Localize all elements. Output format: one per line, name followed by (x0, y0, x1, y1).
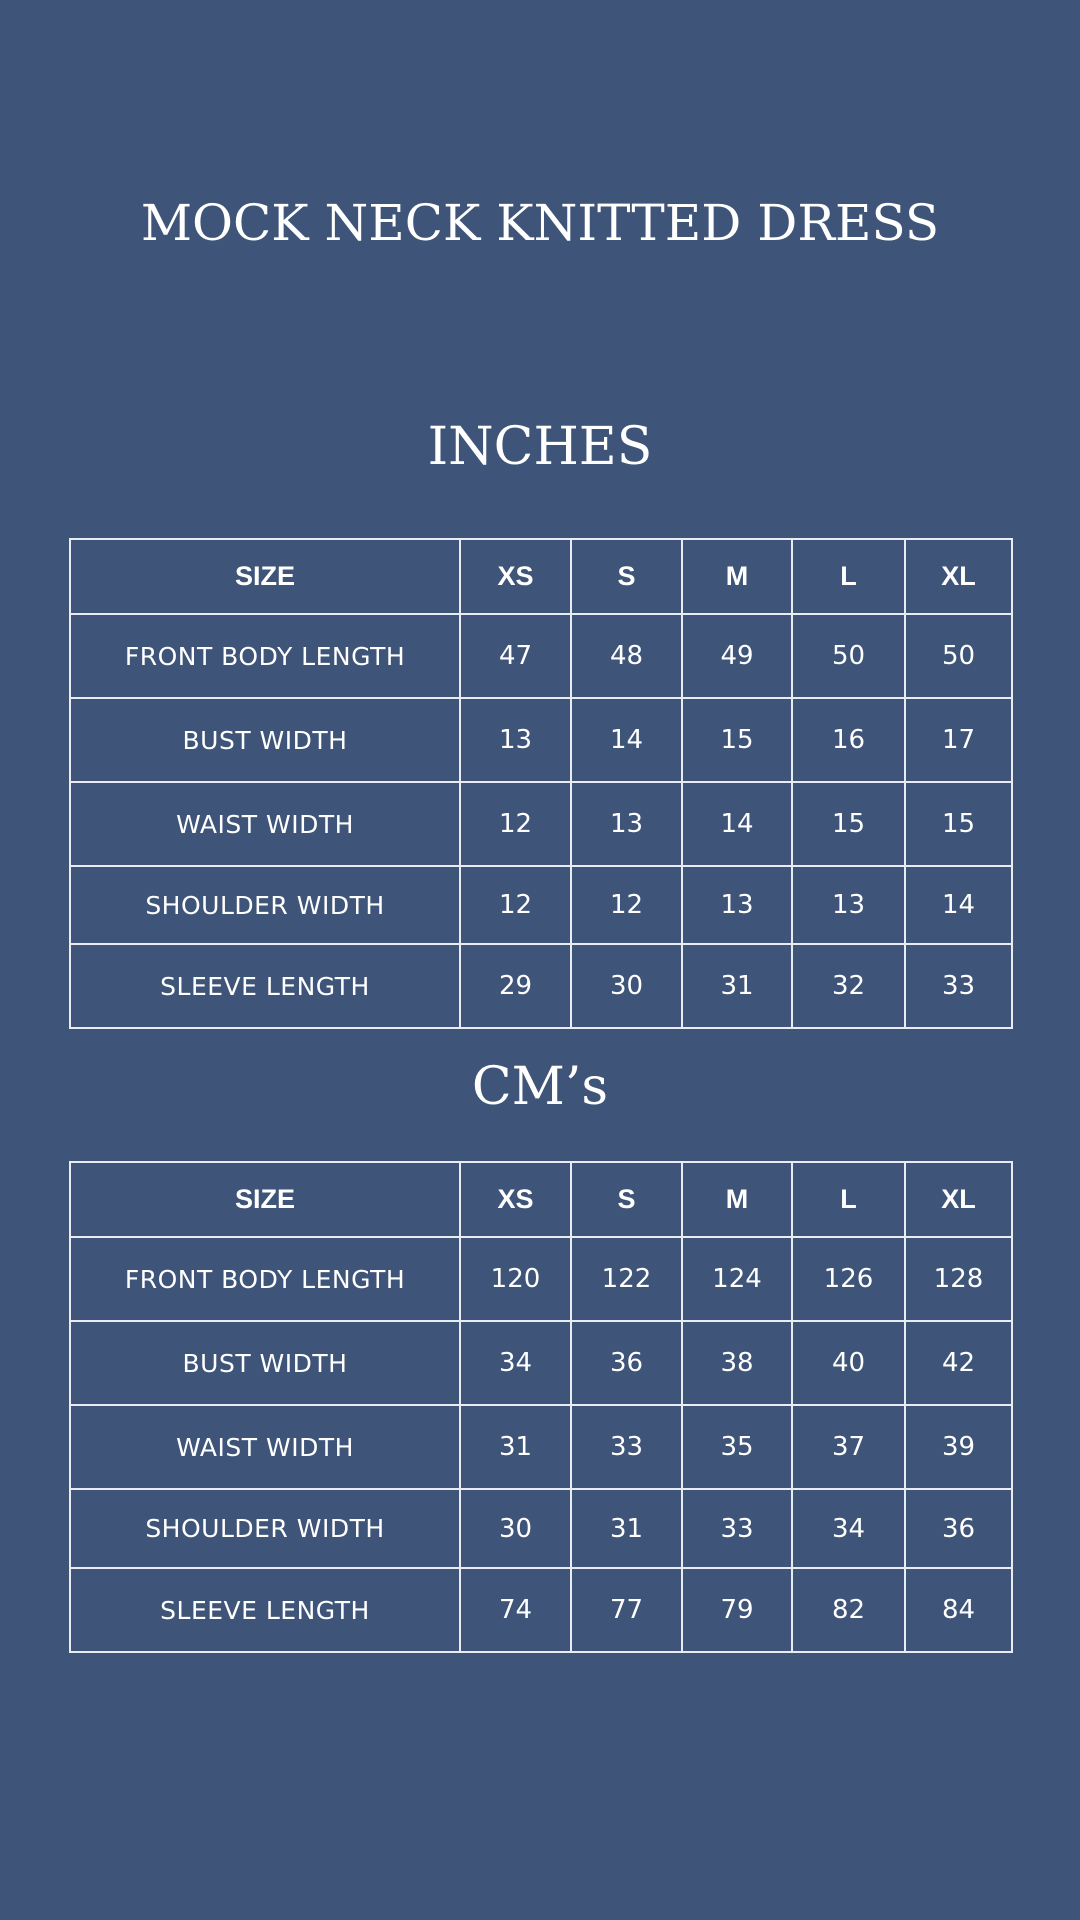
table-row (70, 1568, 1012, 1652)
column-header-s: S (571, 1162, 682, 1237)
table-cell: 14 (905, 866, 1012, 944)
table-cell: 12 (460, 782, 571, 866)
table-cell: 32 (792, 944, 905, 1028)
table-cell: 37 (792, 1405, 905, 1489)
table-cell: 49 (682, 614, 792, 698)
column-header-xl: XL (905, 539, 1012, 614)
table-cell: 15 (682, 698, 792, 782)
table-cell: 39 (905, 1405, 1012, 1489)
table-row (70, 944, 1012, 1028)
table-cell: 38 (682, 1321, 792, 1405)
table-cell: 128 (905, 1237, 1012, 1321)
table-row (70, 1237, 1012, 1321)
table-cell: 17 (905, 698, 1012, 782)
table-cell: 14 (571, 698, 682, 782)
table-cell: 33 (571, 1405, 682, 1489)
table-cell: 14 (682, 782, 792, 866)
table-cell: 13 (682, 866, 792, 944)
inches-heading: INCHES (427, 417, 653, 477)
table-header-row (70, 539, 1012, 614)
row-label: WAIST WIDTH (70, 782, 460, 866)
table-cell: 13 (460, 698, 571, 782)
row-label: WAIST WIDTH (70, 1405, 460, 1489)
table-cell: 50 (792, 614, 905, 698)
table-cell: 30 (460, 1489, 571, 1568)
inches-size-table (69, 538, 1013, 1029)
table-cell: 77 (571, 1568, 682, 1652)
table-cell: 15 (905, 782, 1012, 866)
table-cell: 79 (682, 1568, 792, 1652)
table-cell: 124 (682, 1237, 792, 1321)
table-cell: 31 (682, 944, 792, 1028)
column-header-l: L (792, 539, 905, 614)
table-cell: 13 (571, 782, 682, 866)
table-cell: 122 (571, 1237, 682, 1321)
table-cell: 40 (792, 1321, 905, 1405)
column-header-s: S (571, 539, 682, 614)
table-cell: 12 (460, 866, 571, 944)
cms-heading: CM’s (471, 1057, 609, 1117)
table-cell: 47 (460, 614, 571, 698)
column-header-size: SIZE (70, 539, 460, 614)
row-label: SHOULDER WIDTH (70, 866, 460, 944)
table-row (70, 1405, 1012, 1489)
table-cell: 84 (905, 1568, 1012, 1652)
table-cell: 29 (460, 944, 571, 1028)
table-cell: 15 (792, 782, 905, 866)
table-cell: 13 (792, 866, 905, 944)
column-header-xs: XS (460, 1162, 571, 1237)
table-cell: 33 (682, 1489, 792, 1568)
table-cell: 35 (682, 1405, 792, 1489)
column-header-m: M (682, 1162, 792, 1237)
table-cell: 42 (905, 1321, 1012, 1405)
table-cell: 126 (792, 1237, 905, 1321)
table-header-row (70, 1162, 1012, 1237)
table-cell: 12 (571, 866, 682, 944)
table-cell: 34 (792, 1489, 905, 1568)
table-cell: 31 (460, 1405, 571, 1489)
table-cell: 50 (905, 614, 1012, 698)
table-row (70, 614, 1012, 698)
table-row (70, 1489, 1012, 1568)
table-row (70, 866, 1012, 944)
table-row (70, 698, 1012, 782)
table-cell: 16 (792, 698, 905, 782)
column-header-xs: XS (460, 539, 571, 614)
table-cell: 30 (571, 944, 682, 1028)
column-header-m: M (682, 539, 792, 614)
cms-size-table (69, 1161, 1013, 1653)
table-cell: 82 (792, 1568, 905, 1652)
column-header-xl: XL (905, 1162, 1012, 1237)
table-cell: 34 (460, 1321, 571, 1405)
page-title: MOCK NECK KNITTED DRESS (140, 194, 940, 252)
table-cell: 74 (460, 1568, 571, 1652)
row-label: SHOULDER WIDTH (70, 1489, 460, 1568)
table-cell: 36 (571, 1321, 682, 1405)
row-label: FRONT BODY LENGTH (70, 614, 460, 698)
column-header-l: L (792, 1162, 905, 1237)
row-label: FRONT BODY LENGTH (70, 1237, 460, 1321)
column-header-size: SIZE (70, 1162, 460, 1237)
table-cell: 36 (905, 1489, 1012, 1568)
row-label: SLEEVE LENGTH (70, 944, 460, 1028)
table-cell: 33 (905, 944, 1012, 1028)
row-label: SLEEVE LENGTH (70, 1568, 460, 1652)
table-cell: 48 (571, 614, 682, 698)
table-cell: 120 (460, 1237, 571, 1321)
table-cell: 31 (571, 1489, 682, 1568)
row-label: BUST WIDTH (70, 1321, 460, 1405)
row-label: BUST WIDTH (70, 698, 460, 782)
table-row (70, 782, 1012, 866)
table-row (70, 1321, 1012, 1405)
